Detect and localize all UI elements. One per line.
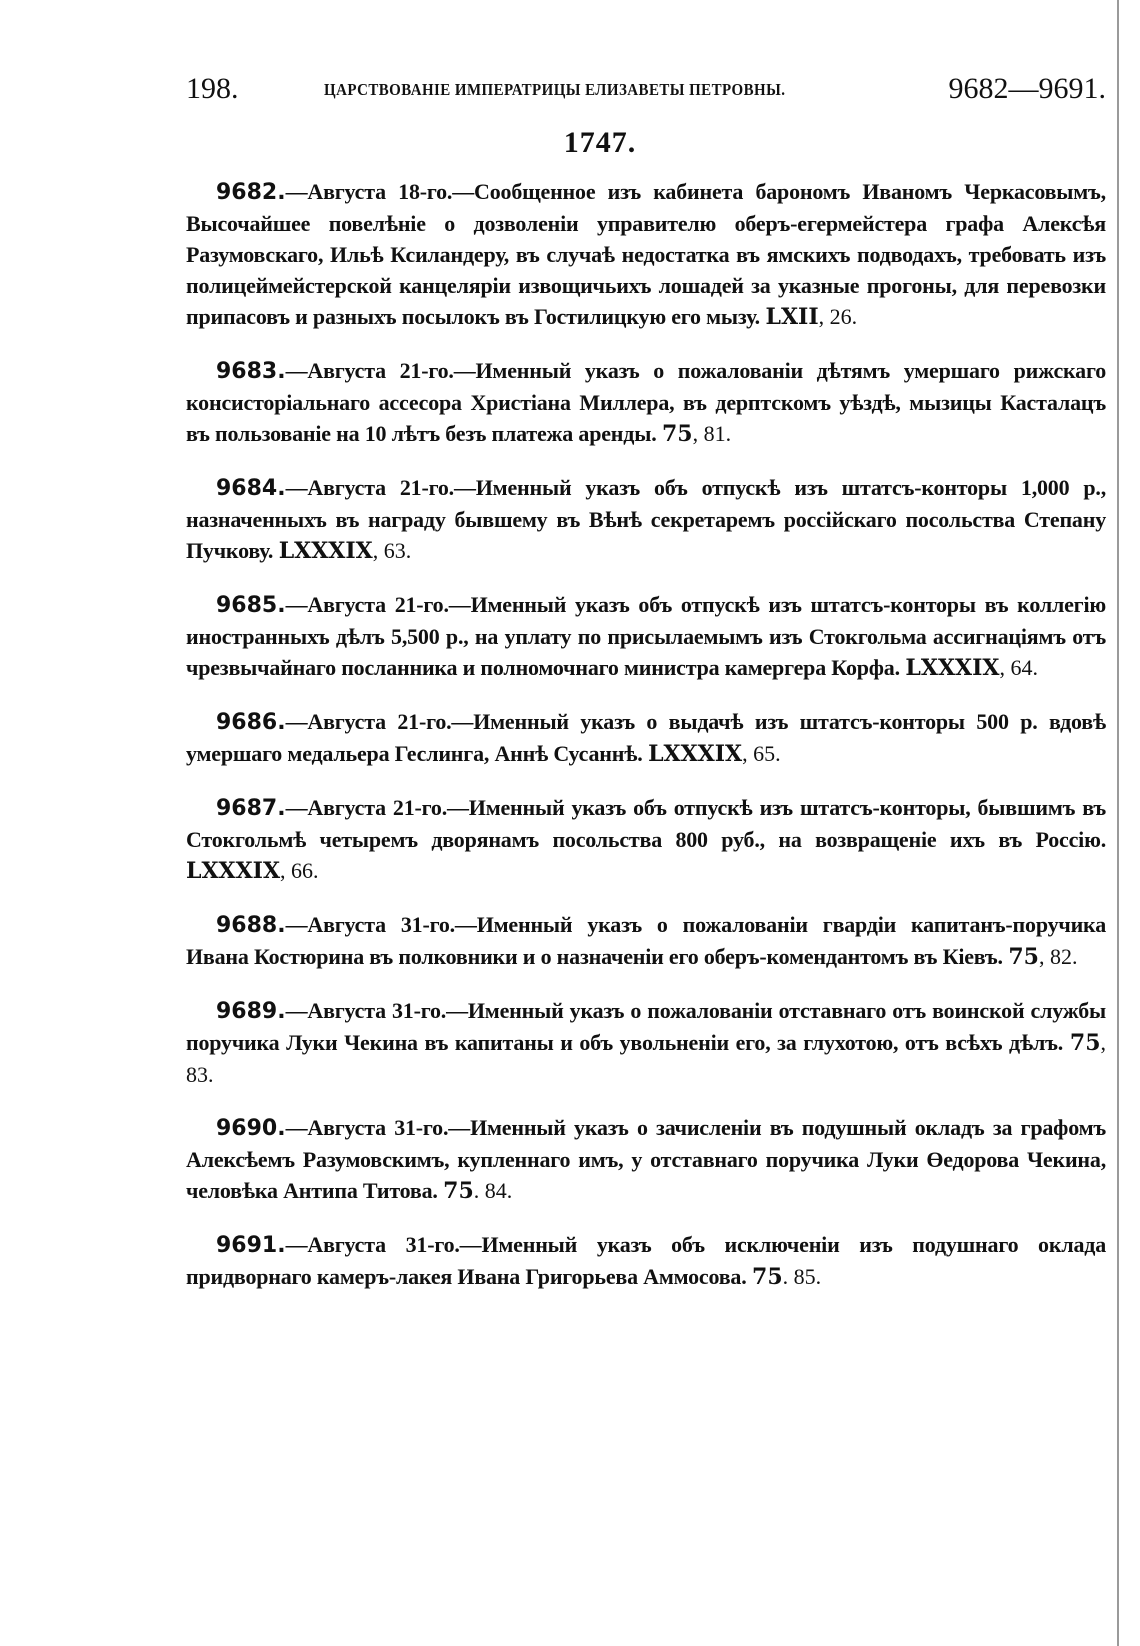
entry-page: , 66. bbox=[280, 858, 319, 883]
entry-volume: 75 bbox=[752, 1264, 783, 1290]
entry-reference bbox=[765, 304, 857, 329]
entry-page: , 81. bbox=[692, 421, 732, 446]
entry-number: 9691. bbox=[216, 1233, 286, 1258]
entry-number: 9690. bbox=[216, 1116, 286, 1141]
entry-volume: LXXXIX bbox=[905, 655, 1000, 681]
entry-9690 bbox=[186, 1112, 1106, 1207]
entry-number: 9689. bbox=[216, 999, 286, 1024]
entry-reference bbox=[279, 538, 412, 563]
entry-9684 bbox=[186, 472, 1106, 567]
entry-text: —Августа 31-го.—Именный указъ объ исключеніи изъ подушнаго оклада придворнаго камеръ-лакея Ивана Григорьева Аммосова. bbox=[186, 1232, 1106, 1289]
binding-edge-line bbox=[1117, 0, 1119, 1646]
entry-9683 bbox=[186, 355, 1106, 450]
year-heading: 1747. bbox=[563, 126, 637, 159]
entry-number: 9683. bbox=[216, 359, 286, 384]
entry-number: 9682. bbox=[216, 180, 286, 205]
entry-number: 9688. bbox=[216, 913, 286, 938]
entry-number: 9684. bbox=[216, 476, 286, 501]
entry-number: 9685. bbox=[216, 593, 286, 618]
entry-page: . 85. bbox=[782, 1264, 822, 1289]
entry-reference bbox=[443, 1178, 512, 1203]
entry-9682 bbox=[186, 176, 1106, 333]
entry-9691 bbox=[186, 1229, 1106, 1293]
entry-number: 9687. bbox=[216, 796, 286, 821]
entry-page: , 64. bbox=[999, 655, 1038, 680]
entry-9686 bbox=[186, 706, 1106, 770]
entry-page: , 63. bbox=[372, 538, 412, 563]
running-title: ЦАРСТВОВАНІЕ ИМПЕРАТРИЦЫ ЕЛИЗАВЕТЫ ПЕТРОВНЫ. bbox=[324, 80, 786, 99]
page-number: 198. bbox=[186, 72, 239, 105]
entry-text: —Августа 18-го.—Сообщенное изъ кабинета барономъ Иваномъ Черкасовымъ, Высочайшее повелѣніе о дозволеніи управителю оберъ-егермейстера графа Алексѣя Разумовскаго, Ильѣ Ксиландеру, въ случаѣ недостатка въ ямскихъ подводахъ, требовать изъ полицеймейстерской канцеляріи извощичьихъ лошадей за указные прогоны, для перевозки припасовъ и разныхъ посылокъ въ Гостилицкую его мызу. bbox=[186, 179, 1106, 329]
entry-text: —Августа 21-го.—Именный указъ о пожалованіи дѣтямъ умершаго рижскаго консисторіальнаго ассесора Христіана Миллера, въ дерптскомъ уѣздѣ, мызицы Касталацъ въ пользованіе на 10 лѣтъ безъ платежа аренды. bbox=[186, 358, 1106, 446]
entry-9687 bbox=[186, 792, 1106, 887]
entry-text: —Августа 31-го.—Именный указъ о пожалованіи гвардіи капитанъ-поручика Ивана Костюрина въ полковники и о назначеніи его оберъ-комендантомъ въ Кіевъ. bbox=[186, 912, 1106, 969]
entry-range: 9682—9691. bbox=[948, 72, 1106, 105]
entry-page: , 82. bbox=[1038, 944, 1078, 969]
entry-text: —Августа 21-го.—Именный указъ о выдачѣ изъ штатсъ-конторы 500 р. вдовѣ умершаго медальера Геслинга, Аннѣ Сусаннѣ. bbox=[186, 709, 1106, 766]
entry-page: , 83. bbox=[186, 1030, 1107, 1087]
entry-text: —Августа 21-го.—Именный указъ объ отпускѣ изъ штатсъ-конторы, бывшимъ въ Стокгольмѣ четыремъ дворянамъ посольства 800 руб., на возвращеніе ихъ въ Россію. bbox=[186, 795, 1106, 852]
entry-reference bbox=[752, 1264, 821, 1289]
page-header bbox=[186, 72, 1106, 112]
entry-text: —Августа 31-го.—Именный указъ о пожалованіи отставнаго отъ воинской службы поручика Луки Чекина въ капитаны и объ увольненіи его, за глухотою, отъ всѣхъ дѣлъ. bbox=[186, 998, 1106, 1055]
entry-text: —Августа 21-го.—Именный указъ объ отпускѣ изъ штатсъ-конторы въ коллегію иностранныхъ дѣлъ 5,500 р., на уплату по присылаемымъ изъ Стокгольма ассигнаціямъ отъ чрезвычайнаго посланника и полномочнаго министра камергера Корфа. bbox=[186, 592, 1106, 680]
entry-volume: LXII bbox=[765, 304, 819, 330]
entries-list bbox=[186, 176, 1106, 1315]
entry-page: . 84. bbox=[473, 1178, 513, 1203]
entry-9685 bbox=[186, 589, 1106, 684]
entry-page: , 26. bbox=[818, 304, 858, 329]
entry-reference bbox=[648, 741, 781, 766]
entry-volume: 75 bbox=[1008, 944, 1039, 970]
entry-reference bbox=[662, 421, 731, 446]
entry-9688 bbox=[186, 909, 1106, 973]
entry-volume: 75 bbox=[662, 421, 693, 447]
entry-volume: LXXXIX bbox=[278, 538, 373, 564]
entry-text: —Августа 21-го.—Именный указъ объ отпускѣ изъ штатсъ-конторы 1,000 р., назначенныхъ въ награду бывшему въ Вѣнѣ секретаремъ россійскаго посольства Степану Пучкову. bbox=[186, 475, 1106, 563]
entry-volume: 75 bbox=[1069, 1030, 1101, 1056]
entry-number: 9686. bbox=[216, 710, 286, 735]
entry-volume: 75 bbox=[443, 1178, 474, 1204]
entry-text: —Августа 31-го.—Именный указъ о зачисленіи въ подушный окладъ за графомъ Алексѣемъ Разумовскимъ, купленнаго имъ, у отставнаго поручика Луки Өедорова Чекина, человѣка Антипа Титова. bbox=[186, 1115, 1106, 1203]
entry-reference bbox=[1008, 944, 1077, 969]
entry-reference bbox=[905, 655, 1038, 680]
entry-reference bbox=[186, 858, 319, 883]
entry-volume: LXXXIX bbox=[648, 741, 743, 767]
entry-page: , 65. bbox=[742, 741, 781, 766]
entry-volume: LXXXIX bbox=[186, 858, 281, 884]
entry-9689 bbox=[186, 995, 1106, 1090]
